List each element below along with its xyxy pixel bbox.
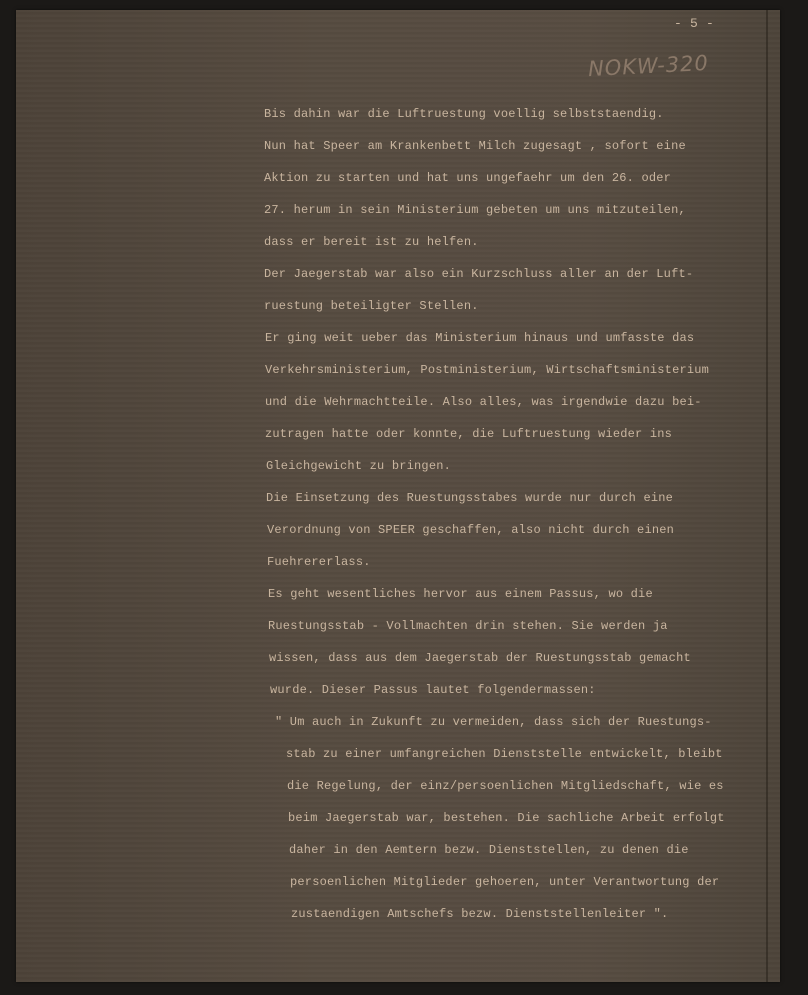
text-line: Der Jaegerstab war also ein Kurzschluss aller an der Luft- xyxy=(264,267,694,281)
text-line: Ruestungsstab - Vollmachten drin stehen. Sie werden ja xyxy=(268,619,668,633)
text-line: Verordnung von SPEER geschaffen, also nicht durch einen xyxy=(267,523,675,537)
text-line: Gleichgewicht zu bringen. xyxy=(266,459,452,473)
text-line: dass er bereit ist zu helfen. xyxy=(264,235,479,249)
archive-reference-handwritten: NOKW-320 xyxy=(587,50,710,82)
text-line: Bis dahin war die Luftruestung voellig selbststaendig. xyxy=(264,107,664,121)
text-line: und die Wehrmachtteile. Also alles, was irgendwie dazu bei- xyxy=(265,395,702,409)
text-line: " Um auch in Zukunft zu vermeiden, dass sich der Ruestungs- xyxy=(275,715,712,729)
text-line: ruestung beteiligter Stellen. xyxy=(264,299,479,313)
text-line: persoenlichen Mitglieder gehoeren, unter Verantwortung der xyxy=(290,875,720,889)
text-line: die Regelung, der einz/persoenlichen Mitgliedschaft, wie es xyxy=(287,779,724,793)
text-line: stab zu einer umfangreichen Dienststelle entwickelt, bleibt xyxy=(286,747,723,761)
text-line: Es geht wesentliches hervor aus einem Passus, wo die xyxy=(268,587,653,601)
text-line: Er ging weit ueber das Ministerium hinaus und umfasste das xyxy=(265,331,695,345)
text-line: Nun hat Speer am Krankenbett Milch zugesagt , sofort eine xyxy=(264,139,686,153)
text-line: beim Jaegerstab war, bestehen. Die sachliche Arbeit erfolgt xyxy=(288,811,725,825)
text-line: 27. herum in sein Ministerium gebeten um uns mitzuteilen, xyxy=(264,203,686,217)
typewritten-page xyxy=(16,10,780,982)
text-line: Verkehrsministerium, Postministerium, Wirtschaftsministerium xyxy=(265,363,710,377)
text-line: daher in den Aemtern bezw. Dienststellen, zu denen die xyxy=(289,843,689,857)
text-line: zutragen hatte oder konnte, die Luftruestung wieder ins xyxy=(265,427,673,441)
text-line: Die Einsetzung des Ruestungsstabes wurde nur durch eine xyxy=(266,491,674,505)
text-line: wurde. Dieser Passus lautet folgendermassen: xyxy=(270,683,596,697)
paper-fold-edge xyxy=(766,10,768,982)
text-line: Fuehrererlass. xyxy=(267,555,371,569)
page-number: - 5 - xyxy=(674,16,715,31)
text-line: zustaendigen Amtschefs bezw. Dienststellenleiter ". xyxy=(291,907,669,921)
text-line: Aktion zu starten und hat uns ungefaehr um den 26. oder xyxy=(264,171,672,185)
text-line: wissen, dass aus dem Jaegerstab der Ruestungsstab gemacht xyxy=(269,651,691,665)
